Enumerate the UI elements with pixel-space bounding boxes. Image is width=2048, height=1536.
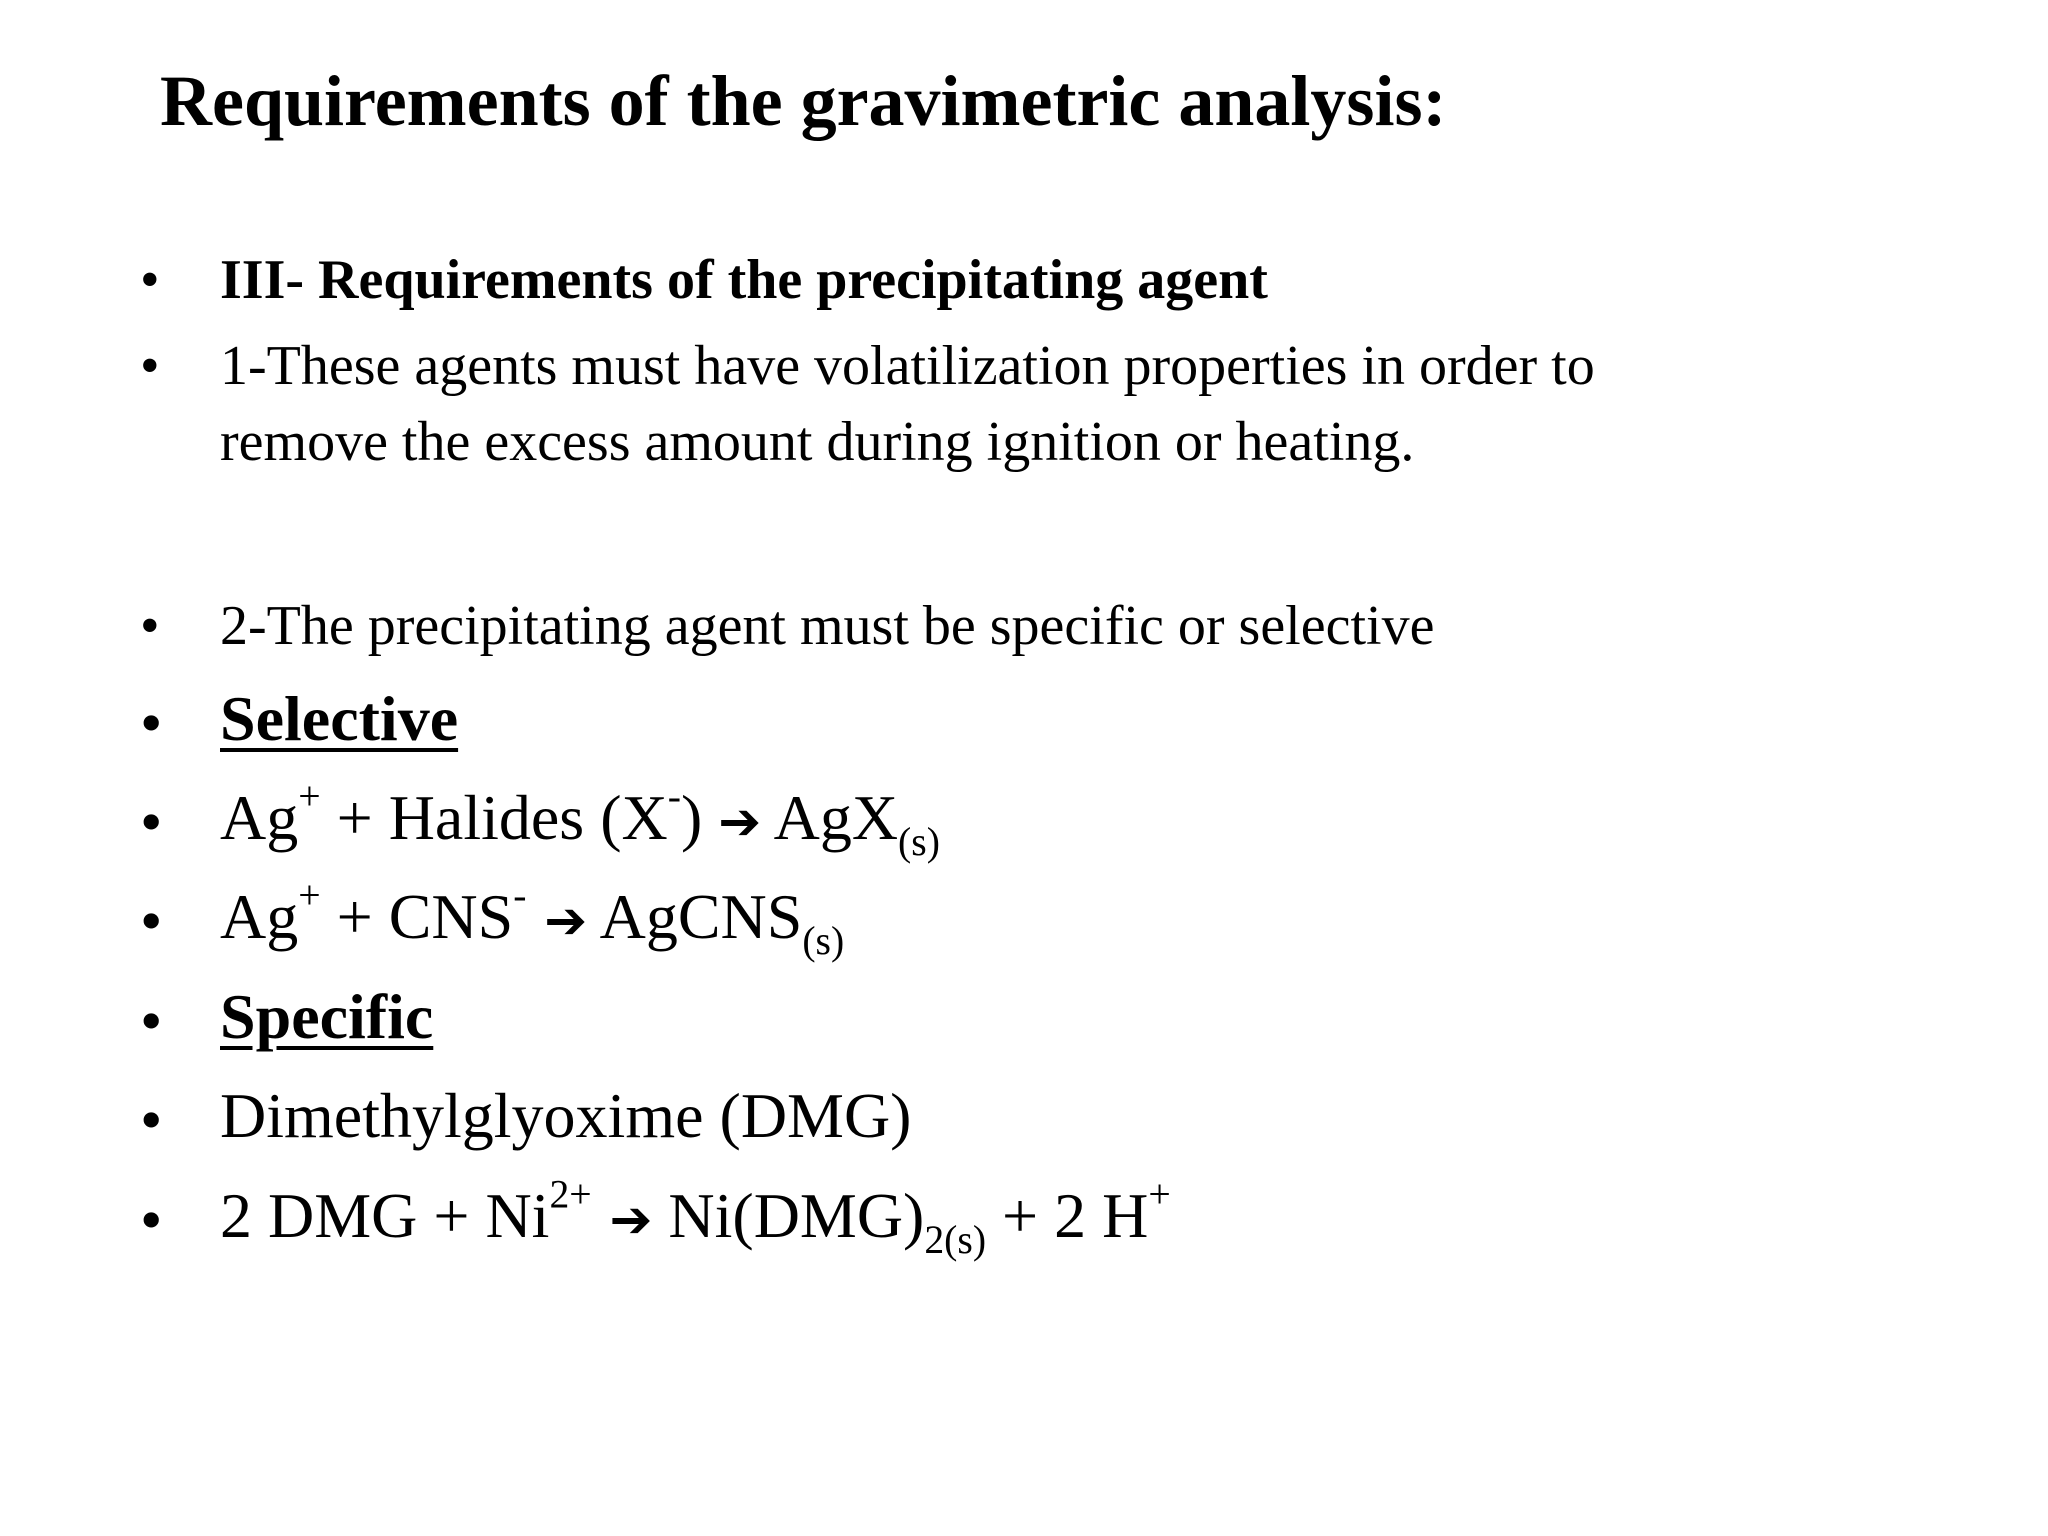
eq-hydrogen: + 2 H — [986, 1180, 1149, 1251]
eq-product-state: (s) — [802, 918, 845, 963]
bullet-dot: • — [140, 1084, 163, 1155]
selective-label: Selective — [220, 683, 459, 754]
specific-label: Specific — [220, 981, 434, 1052]
eq-ag-charge: + — [298, 774, 321, 819]
requirement-1-line-2: remove the excess amount during ignition or heating. — [220, 411, 1415, 473]
arrow-icon: ➔ — [526, 891, 588, 951]
eq-cns-charge: - — [513, 873, 527, 918]
eq-ag-charge: + — [298, 873, 321, 918]
eq-close-paren: ) — [680, 782, 719, 853]
eq-product: AgCNS — [587, 881, 803, 952]
eq-product: AgX — [761, 782, 899, 853]
bullet-dot: • — [140, 687, 163, 758]
section-heading: III- Requirements of the precipitating agent — [220, 249, 1268, 311]
arrow-icon: ➔ — [718, 792, 762, 852]
bullet-dot: • — [140, 335, 160, 397]
eq-ag: Ag — [220, 782, 299, 853]
bullet-dot: • — [140, 985, 163, 1056]
equation-silver-thiocyanate — [220, 873, 845, 963]
bullet-dot: • — [140, 595, 160, 657]
eq-product: Ni(DMG) — [652, 1180, 925, 1251]
eq-reactants: 2 DMG + Ni — [220, 1180, 550, 1251]
dmg-name: Dimethylglyoxime (DMG) — [220, 1080, 912, 1151]
bullet-dot: • — [140, 885, 163, 956]
arrow-icon: ➔ — [591, 1190, 653, 1250]
eq-h-charge: + — [1148, 1172, 1171, 1217]
eq-ni-charge: 2+ — [549, 1172, 592, 1217]
bullet-dot: • — [140, 1184, 163, 1255]
eq-cns: + CNS — [320, 881, 514, 952]
eq-halide-charge: - — [667, 774, 681, 819]
eq-product-state: (s) — [898, 819, 940, 864]
eq-ag: Ag — [220, 881, 299, 952]
requirement-2: 2-The precipitating agent must be specific or selective — [220, 595, 1435, 657]
slide-title: Requirements of the gravimetric analysis: — [160, 61, 1447, 141]
requirement-1-line-1: 1-These agents must have volatilization properties in order to — [220, 335, 1595, 397]
equation-nickel-dmg — [220, 1172, 1171, 1262]
equation-silver-halide — [220, 774, 940, 864]
bullet-dot: • — [140, 249, 160, 311]
eq-halides: + Halides (X — [320, 782, 668, 853]
bullet-dot: • — [140, 786, 163, 857]
eq-product-subscript: 2(s) — [924, 1217, 987, 1262]
